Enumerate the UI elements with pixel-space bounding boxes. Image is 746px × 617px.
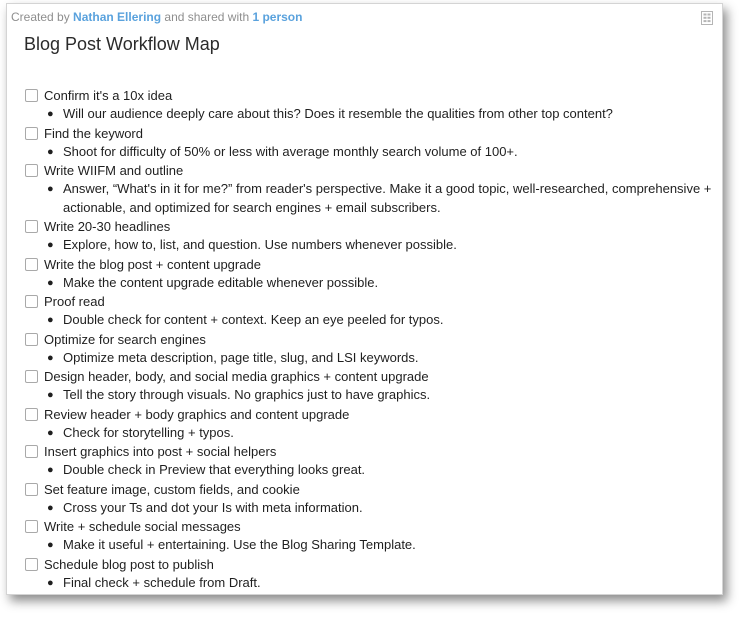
task-label: Proof read [44, 294, 105, 309]
document-card [6, 3, 723, 595]
task-item [25, 161, 717, 217]
task-note-text: Will our audience deeply care about this? Does it resemble the qualities from other top content? [63, 106, 613, 121]
bullet-icon: ● [47, 239, 54, 251]
task-row [25, 217, 717, 236]
task-note [25, 274, 717, 293]
task-item [25, 292, 717, 330]
created-by-text: Created by [11, 10, 74, 24]
page-title: Blog Post Workflow Map [24, 34, 220, 54]
task-row [25, 480, 717, 499]
task-item [25, 217, 717, 255]
task-item [25, 442, 717, 480]
task-note [25, 311, 717, 330]
shared-people-link[interactable]: 1 person [252, 10, 303, 24]
task-note [25, 424, 717, 443]
task-note [25, 386, 717, 405]
task-note-text: Answer, “What's in it for me?” from reader's perspective. Make it a good topic, well-researched, comprehensive + actionable, and optimized for search engines + email subscribers. [63, 181, 712, 215]
task-checkbox[interactable] [25, 333, 38, 346]
task-note-text: Explore, how to, list, and question. Use numbers whenever possible. [63, 237, 457, 252]
task-item [25, 330, 717, 368]
task-label: Review header + body graphics and content upgrade [44, 406, 350, 422]
task-note-text: Optimize meta description, page title, slug, and LSI keywords. [63, 349, 419, 365]
task-row [25, 517, 717, 536]
task-label: Write 20-30 headlines [44, 219, 171, 234]
task-checkbox[interactable] [25, 295, 38, 308]
task-row [25, 255, 717, 274]
bullet-icon: ● [47, 501, 54, 514]
bullet-icon: ● [47, 351, 54, 364]
task-note-text: Make it useful + entertaining. Use the Blog Sharing Template. [63, 537, 416, 552]
task-item [25, 555, 717, 593]
task-item [25, 480, 717, 518]
task-note [25, 574, 717, 593]
task-checkbox[interactable] [25, 445, 38, 458]
task-row [25, 86, 717, 105]
task-label: Insert graphics into post + social helpers [44, 444, 277, 459]
task-note [25, 236, 717, 255]
task-note-text: Final check + schedule from Draft. [63, 574, 261, 590]
task-note [25, 461, 717, 480]
task-row [25, 292, 717, 311]
task-note [25, 105, 717, 124]
author-link[interactable]: Nathan Ellering [73, 10, 162, 24]
task-checkbox[interactable] [25, 89, 38, 102]
task-note [25, 143, 717, 162]
task-item [25, 367, 717, 405]
task-row [25, 124, 717, 143]
bullet-icon: ● [47, 183, 54, 195]
task-checkbox[interactable] [25, 370, 38, 383]
bullet-icon: ● [47, 314, 54, 326]
task-note [25, 536, 717, 555]
task-list [25, 86, 717, 592]
task-label: Write + schedule social messages [44, 519, 241, 534]
task-note [25, 349, 717, 368]
task-row [25, 405, 717, 424]
task-checkbox[interactable] [25, 164, 38, 177]
bullet-icon: ● [47, 389, 54, 401]
task-item [25, 517, 717, 555]
task-checkbox[interactable] [25, 127, 38, 140]
task-row [25, 161, 717, 180]
task-checkbox[interactable] [25, 558, 38, 571]
task-note-text: Check for storytelling + typos. [63, 424, 234, 440]
bullet-icon: ● [47, 464, 54, 476]
shared-with-text: and shared with [161, 10, 253, 24]
task-checkbox[interactable] [25, 408, 38, 421]
bullet-icon: ● [47, 576, 54, 589]
task-note-text: Tell the story through visuals. No graphics just to have graphics. [63, 387, 431, 402]
task-note [25, 499, 717, 518]
bullet-icon: ● [47, 108, 54, 120]
bullet-icon: ● [47, 426, 54, 439]
task-note-text: Make the content upgrade editable whenever possible. [63, 274, 379, 290]
task-checkbox[interactable] [25, 520, 38, 533]
task-item [25, 405, 717, 443]
bullet-icon: ● [47, 145, 54, 158]
task-note-text: Double check in Preview that everything looks great. [63, 462, 366, 477]
task-note-text: Shoot for difficulty of 50% or less with average monthly search volume of 100+. [63, 143, 518, 159]
task-note-text: Cross your Ts and dot your Is with meta information. [63, 499, 363, 515]
task-label: Set feature image, custom fields, and cookie [44, 481, 300, 497]
task-note [25, 180, 717, 217]
task-checkbox[interactable] [25, 258, 38, 271]
task-checkbox[interactable] [25, 220, 38, 233]
task-row [25, 442, 717, 461]
task-row [25, 555, 717, 574]
task-label: Write the blog post + content upgrade [44, 256, 261, 272]
task-item [25, 86, 717, 124]
bullet-icon: ● [47, 276, 54, 289]
task-note-text: Double check for content + context. Keep an eye peeled for typos. [63, 312, 444, 327]
task-label: Write WIIFM and outline [44, 163, 184, 178]
task-label: Design header, body, and social media graphics + content upgrade [44, 369, 429, 384]
task-item [25, 255, 717, 293]
task-row [25, 367, 717, 386]
task-item [25, 124, 717, 162]
task-label: Find the keyword [44, 125, 143, 141]
task-label: Schedule blog post to publish [44, 556, 214, 572]
task-row [25, 330, 717, 349]
task-checkbox[interactable] [25, 483, 38, 496]
task-label: Confirm it's a 10x idea [44, 88, 173, 103]
task-label: Optimize for search engines [44, 331, 206, 347]
document-grid-icon[interactable] [701, 11, 713, 25]
bullet-icon: ● [47, 539, 54, 551]
share-info [11, 10, 302, 24]
